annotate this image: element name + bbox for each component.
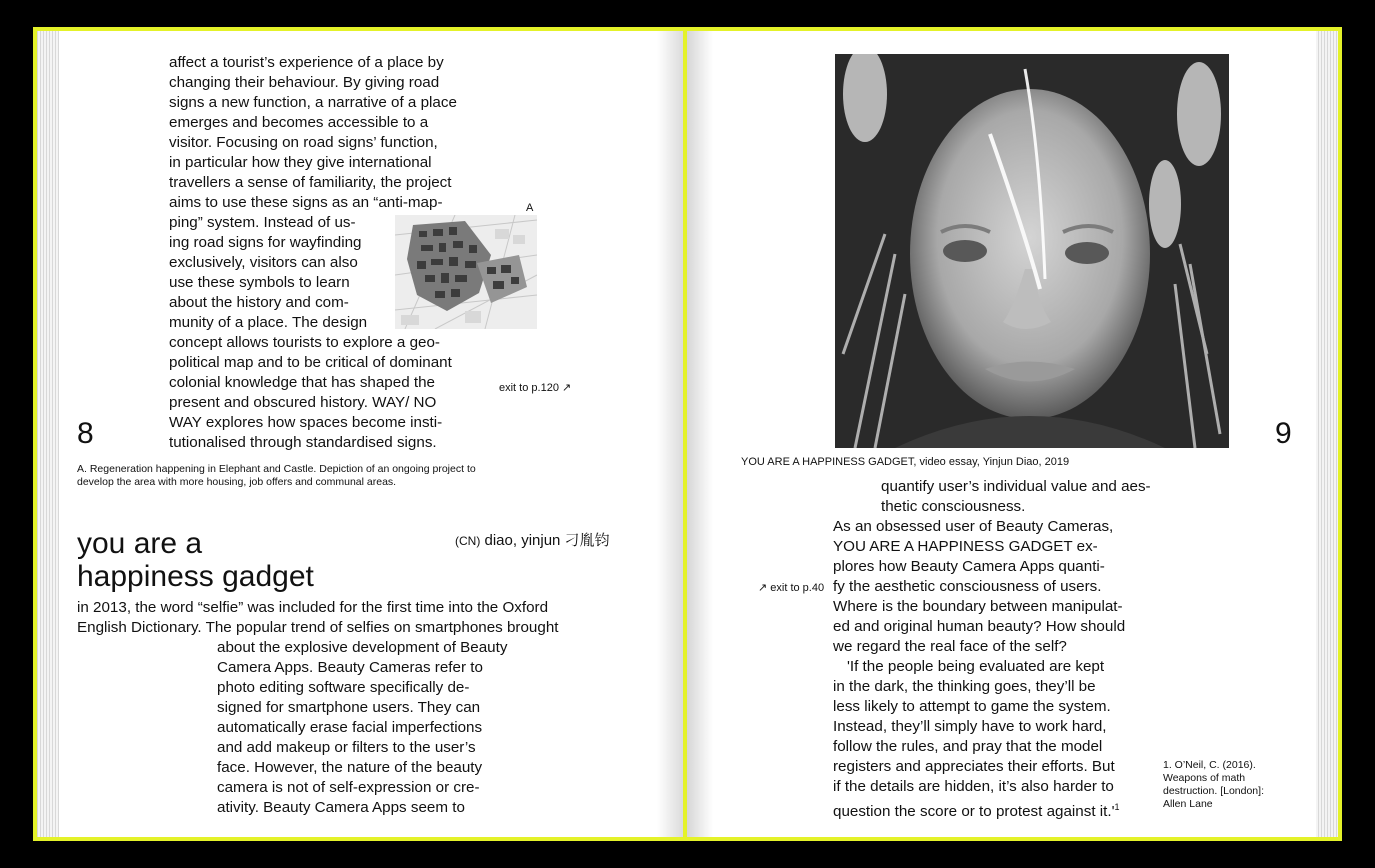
- text-line: exclusively, visitors can also: [169, 254, 358, 271]
- face-figure: [835, 54, 1229, 448]
- left-page: [37, 31, 683, 837]
- text-line: automatically erase facial imperfections: [217, 719, 483, 736]
- text-line: in 2013, the word “selfie” was included for the first time into the Oxford: [77, 599, 549, 616]
- text-line: ping” system. Instead of us-: [169, 214, 356, 231]
- text-line: visitor. Focusing on road signs’ function,: [169, 134, 438, 151]
- article-title: [77, 527, 314, 593]
- text-line: less likely to attempt to game the system.: [833, 698, 1111, 715]
- text-line: changing their behaviour. By giving road: [169, 74, 440, 91]
- footnote-line: Weapons of math: [1163, 772, 1246, 784]
- text-line: and add makeup or filters to the user’s: [217, 739, 476, 756]
- text-line: Instead, they’ll simply have to work hard,: [833, 718, 1107, 735]
- caption-line: A. Regeneration happening in Elephant and Castle. Depiction of an ongoing project to: [77, 463, 476, 475]
- quote-block: [833, 657, 1120, 822]
- text-line: affect a tourist’s experience of a place by: [169, 54, 444, 71]
- text-line: face. However, the nature of the beauty: [217, 759, 483, 776]
- text-line: signed for smartphone users. They can: [217, 699, 481, 716]
- text-line: English Dictionary. The popular trend of selfies on smartphones brought: [77, 619, 559, 636]
- footnote-mark: 1: [1114, 802, 1120, 812]
- page-number: 8: [77, 417, 94, 450]
- footnote-line: Allen Lane: [1163, 798, 1213, 810]
- footnote-line: destruction. [London]:: [1163, 785, 1264, 797]
- exit-link[interactable]: exit to p.120 ↗: [499, 382, 572, 394]
- gutter-shadow: [687, 31, 713, 837]
- text-line: emerges and becomes accessible to a: [169, 114, 429, 131]
- footnote: [1163, 759, 1264, 811]
- text-line: ativity. Beauty Camera Apps seem to: [217, 799, 465, 816]
- author-country: (CN): [455, 534, 481, 548]
- text-line: registers and appreciates their efforts. But: [833, 758, 1115, 775]
- continuation-text: [881, 477, 1151, 517]
- article-intro: [77, 598, 559, 638]
- text-line: munity of a place. The design: [169, 314, 368, 331]
- text-line: travellers a sense of familiarity, the project: [169, 174, 452, 191]
- gutter-shadow: [657, 31, 683, 837]
- text-line: concept allows tourists to explore a geo-: [169, 334, 440, 351]
- text-line: ing road signs for wayfinding: [169, 234, 362, 251]
- text-line: plores how Beauty Camera Apps quanti-: [833, 558, 1105, 575]
- text-line: WAY explores how spaces become insti-: [169, 414, 443, 431]
- title-line: happiness gadget: [77, 560, 314, 593]
- map-figure: [395, 215, 537, 329]
- text-line: thetic consciousness.: [881, 498, 1026, 515]
- face-still-image: [835, 54, 1229, 448]
- quote-last-line: question the score or to protest against it.': [833, 803, 1115, 821]
- text-line: political map and to be critical of dominant: [169, 354, 452, 371]
- right-page: [687, 31, 1338, 837]
- article-body: [217, 638, 507, 818]
- figure-marker: A: [526, 202, 534, 214]
- text-line: signs a new function, a narrative of a place: [169, 94, 457, 111]
- page-edges: [1316, 31, 1338, 837]
- figure-caption: [77, 463, 476, 489]
- text-line: in particular how they give international: [169, 154, 432, 171]
- text-line: photo editing software specifically de-: [217, 679, 470, 696]
- text-line: As an obsessed user of Beauty Cameras,: [833, 518, 1114, 535]
- text-line: colonial knowledge that has shaped the: [169, 374, 435, 391]
- text-line: follow the rules, and pray that the model: [833, 738, 1103, 755]
- text-line: in the dark, the thinking goes, they’ll be: [833, 678, 1096, 695]
- text-line: use these symbols to learn: [169, 274, 350, 291]
- text-line: Camera Apps. Beauty Cameras refer to: [217, 659, 483, 676]
- title-line: you are a: [77, 527, 203, 560]
- text-line: [833, 797, 1120, 822]
- text-line: about the history and com-: [169, 294, 349, 311]
- author-line: [455, 531, 610, 551]
- page-number: 9: [1275, 417, 1292, 450]
- text-line: YOU ARE A HAPPINESS GADGET ex-: [833, 538, 1098, 555]
- aerial-map-image: [395, 215, 537, 329]
- text-line: ed and original human beauty? How should: [833, 618, 1126, 635]
- exit-link[interactable]: ↗ exit to p.40: [758, 582, 825, 594]
- text-line: if the details are hidden, it’s also harder to: [833, 778, 1114, 795]
- author-name: diao, yinjun 刁胤钧: [484, 532, 610, 549]
- text-line: tutionalised through standardised signs.: [169, 434, 437, 451]
- text-line: Where is the boundary between manipulat-: [833, 598, 1123, 615]
- text-line: about the explosive development of Beauty: [217, 639, 508, 656]
- text-line: camera is not of self-expression or cre-: [217, 779, 480, 796]
- text-line: quantify user’s individual value and aes-: [881, 478, 1151, 495]
- text-line: aims to use these signs as an “anti-map-: [169, 194, 443, 211]
- text-line: present and obscured history. WAY/ NO: [169, 394, 437, 411]
- book-spread: [33, 27, 1342, 841]
- page-edges: [37, 31, 59, 837]
- text-line: 'If the people being evaluated are kept: [847, 658, 1105, 675]
- image-caption: YOU ARE A HAPPINESS GADGET, video essay, Yinjun Diao, 2019: [741, 456, 1070, 468]
- text-line: we regard the real face of the self?: [833, 638, 1067, 655]
- caption-line: develop the area with more housing, job offers and communal areas.: [77, 476, 397, 488]
- paragraph-2: [833, 517, 1125, 657]
- footnote-line: 1. O’Neil, C. (2016).: [1163, 759, 1256, 771]
- text-line: fy the aesthetic consciousness of users.: [833, 578, 1102, 595]
